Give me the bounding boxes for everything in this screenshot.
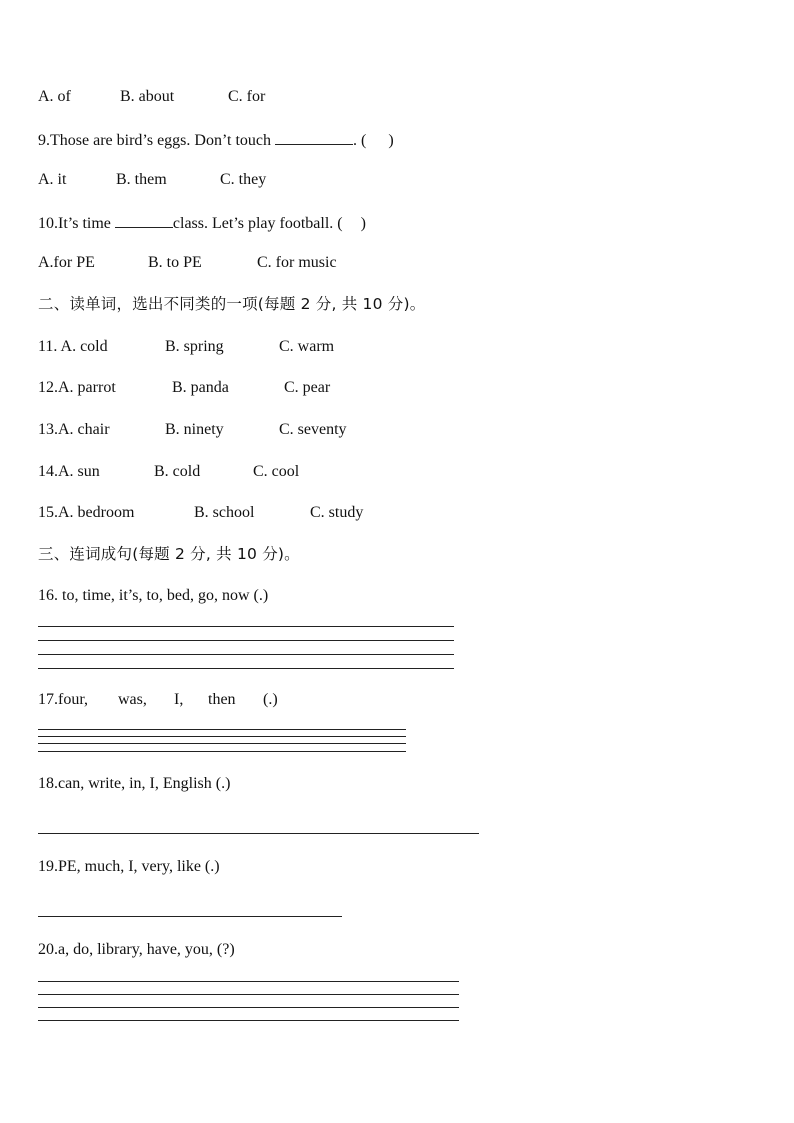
q9-option-c: C. they [220, 171, 267, 188]
q16-writing-line[interactable] [38, 640, 454, 641]
q13-option-b: B. ninety [165, 421, 224, 438]
q9-paren-close: ) [388, 132, 394, 149]
q12-option-a: 12.A. parrot [38, 379, 116, 396]
question-14 [38, 462, 299, 482]
question-16: 16. to, time, it’s, to, bed, go, now (.) [38, 587, 269, 604]
q9-option-b: B. them [116, 171, 167, 188]
q20-writing-line[interactable] [38, 994, 459, 995]
q14-option-b: B. cold [154, 463, 201, 480]
section-2-heading: 二、读单词，选出不同类的一项(每题 2 分, 共 10 分)。 [38, 295, 426, 313]
q8-options [38, 87, 265, 107]
q17-writing-line[interactable] [38, 736, 406, 737]
question-18: 18.can, write, in, I, English (.) [38, 775, 231, 792]
question-13 [38, 420, 347, 440]
q10-option-c: C. for music [257, 254, 337, 271]
section-3-heading: 三、连词成句(每题 2 分, 共 10 分)。 [38, 545, 300, 563]
q18-writing-line[interactable] [38, 833, 479, 834]
q20-writing-line[interactable] [38, 981, 459, 982]
q20-writing-line[interactable] [38, 1020, 459, 1021]
q17-word: then [208, 691, 236, 708]
q19-writing-line[interactable] [38, 916, 342, 917]
question-11 [38, 337, 334, 357]
q13-option-c: C. seventy [279, 421, 347, 438]
q15-option-a: 15.A. bedroom [38, 504, 135, 521]
question-12 [38, 378, 330, 398]
q12-option-c: C. pear [284, 379, 331, 396]
q8-option-a: A. of [38, 88, 71, 105]
q14-option-c: C. cool [253, 463, 300, 480]
q17-word: was, [118, 691, 147, 708]
q13-option-a: 13.A. chair [38, 421, 110, 438]
q16-writing-line[interactable] [38, 668, 454, 669]
question-17 [38, 690, 278, 710]
q9-stem: 9.Those are bird’s eggs. Don’t touch [38, 132, 271, 149]
question-20: 20.a, do, library, have, you, (?) [38, 941, 235, 958]
q9-option-a: A. it [38, 171, 67, 188]
q16-writing-line[interactable] [38, 626, 454, 627]
q17-writing-line[interactable] [38, 751, 406, 752]
q17-word: I, [174, 691, 184, 708]
q9-answer-blank[interactable] [275, 129, 353, 145]
q17-word: 17.four, [38, 691, 89, 708]
q10-option-a: A.for PE [38, 254, 95, 271]
q10-options [38, 253, 337, 273]
q15-option-c: C. study [310, 504, 364, 521]
q9-options [38, 170, 266, 190]
q11-option-b: B. spring [165, 338, 224, 355]
question-15 [38, 503, 363, 523]
q17-writing-line[interactable] [38, 729, 406, 730]
q20-writing-line[interactable] [38, 1007, 459, 1008]
q10-paren-close: ) [360, 215, 366, 232]
q16-writing-line[interactable] [38, 654, 454, 655]
q10-answer-blank[interactable] [115, 212, 173, 228]
q9-stem-end: . ( [353, 132, 367, 149]
q10-option-b: B. to PE [148, 254, 202, 271]
q10-stem-end: class. Let’s play football. ( [172, 215, 343, 232]
question-10 [38, 212, 366, 234]
q10-stem: 10.It’s time [38, 215, 111, 232]
q8-option-b: B. about [120, 88, 175, 105]
q14-option-a: 14.A. sun [38, 463, 100, 480]
question-9 [38, 129, 394, 151]
q17-writing-line[interactable] [38, 743, 406, 744]
q17-word: (.) [263, 691, 278, 708]
q8-option-c: C. for [228, 88, 266, 105]
question-19: 19.PE, much, I, very, like (.) [38, 858, 220, 875]
q11-option-a: 11. A. cold [38, 338, 108, 355]
q12-option-b: B. panda [172, 379, 229, 396]
q15-option-b: B. school [194, 504, 255, 521]
q11-option-c: C. warm [279, 338, 335, 355]
